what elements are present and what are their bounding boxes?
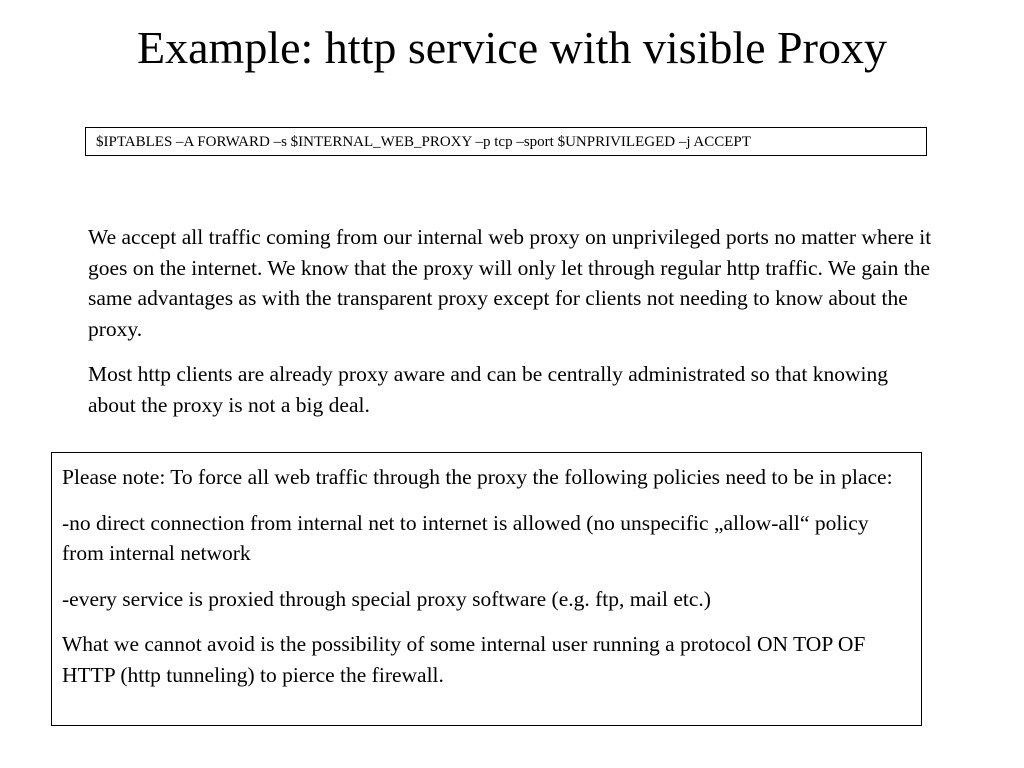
- note-paragraph-1: Please note: To force all web traffic through the proxy the following policies need to be in place:: [62, 465, 893, 489]
- note-paragraph-2: -no direct connection from internal net to internet is allowed (no unspecific „allow-all“ policy from internal network: [62, 510, 869, 565]
- iptables-command-box: $IPTABLES –A FORWARD –s $INTERNAL_WEB_PROXY –p tcp –sport $UNPRIVILEGED –j ACCEPT: [85, 127, 927, 156]
- body-paragraph-1: We accept all traffic coming from our internal web proxy on unprivileged ports no matter where it goes on the internet. We know that the proxy will only let through regular http traffic. We gain the same advantages as with the transparent proxy except for clients not needing to know about the proxy.: [88, 225, 932, 341]
- slide-title: Example: http service with visible Proxy: [137, 22, 887, 73]
- note-box: [51, 452, 922, 726]
- body-paragraph-2: Most http clients are already proxy aware and can be centrally administrated so that knowing about the proxy is not a big deal.: [88, 362, 889, 417]
- note-paragraph-4: What we cannot avoid is the possibility of some internal user running a protocol ON TOP OF HTTP (http tunneling) to pierce the firewall.: [62, 632, 866, 687]
- note-paragraph-3: -every service is proxied through special proxy software (e.g. ftp, mail etc.): [62, 586, 711, 611]
- body-text: [88, 222, 940, 435]
